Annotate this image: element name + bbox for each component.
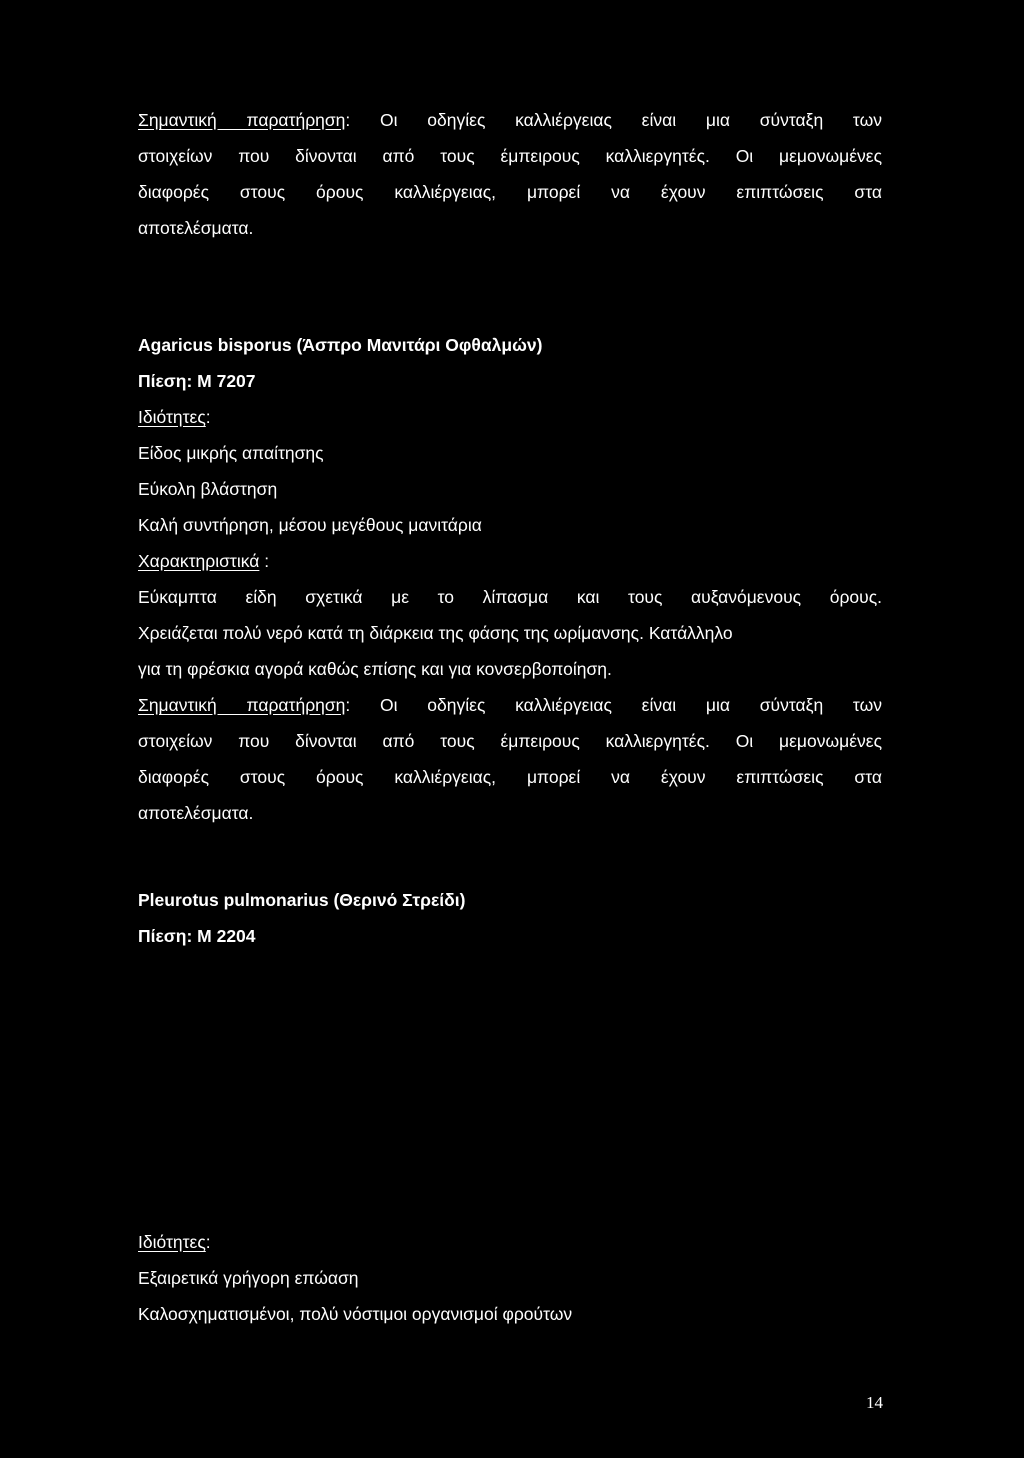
characteristics-line: για τη φρέσκια αγορά καθώς επίσης και για κονσερβοποίηση. bbox=[138, 659, 612, 679]
species-title: Agaricus bisporus (Άσπρο Μανιτάρι Οφθαλμών) bbox=[138, 335, 543, 355]
strain-label: Πίεση: Μ 2204 bbox=[138, 926, 256, 946]
property-item: Καλή συντήρηση, μέσου μεγέθους μανιτάρια bbox=[138, 515, 482, 535]
pleurotus-properties bbox=[138, 1224, 882, 1332]
note-line: στοιχείων που δίνονται από τους έμπειρους καλλιεργητές. Οι μεμονωμένες bbox=[138, 146, 882, 166]
note-line: Σημαντική παρατήρηση: Οι οδηγίες καλλιέργειας είναι μια σύνταξη των bbox=[138, 110, 883, 130]
characteristics-line: Χρειάζεται πολύ νερό κατά τη διάρκεια της φάσης της ωρίμανσης. Κατάλληλο bbox=[138, 623, 733, 643]
note-label: Σημαντική παρατήρηση bbox=[138, 110, 346, 130]
properties-label: Ιδιότητες bbox=[138, 407, 206, 427]
characteristics-line: Εύκαμπτα είδη σχετικά με το λίπασμα και τους αυξανόμενους όρους. bbox=[138, 587, 882, 607]
note-line: Σημαντική παρατήρηση: Οι οδηγίες καλλιέργειας είναι μια σύνταξη των bbox=[138, 695, 883, 715]
properties-heading: Ιδιότητες: bbox=[138, 407, 211, 427]
note-line: διαφορές στους όρους καλλιέργειας, μπορεί να έχουν επιπτώσεις στα bbox=[138, 767, 882, 787]
properties-heading: Ιδιότητες: bbox=[138, 1232, 211, 1252]
property-item: Είδος μικρής απαίτησης bbox=[138, 443, 324, 463]
characteristics-heading: Χαρακτηριστικά : bbox=[138, 551, 270, 571]
characteristics-label: Χαρακτηριστικά bbox=[138, 551, 260, 571]
page-number: 14 bbox=[866, 1393, 883, 1412]
property-item: Εύκολη βλάστηση bbox=[138, 479, 278, 499]
note-label: Σημαντική παρατήρηση bbox=[138, 695, 346, 715]
property-item: Καλοσχηματισμένοι, πολύ νόστιμοι οργανισμοί φρούτων bbox=[138, 1304, 573, 1324]
note-text: Οι οδηγίες καλλιέργειας είναι μια σύνταξη των bbox=[380, 695, 883, 715]
note-text: Οι οδηγίες καλλιέργειας είναι μια σύνταξη των bbox=[380, 110, 883, 130]
strain-label: Πίεση: Μ 7207 bbox=[138, 371, 256, 391]
agaricus-section bbox=[138, 327, 882, 831]
note-line: διαφορές στους όρους καλλιέργειας, μπορεί να έχουν επιπτώσεις στα bbox=[138, 182, 882, 202]
property-item: Εξαιρετικά γρήγορη επώαση bbox=[138, 1268, 359, 1288]
species-title: Pleurotus pulmonarius (Θερινό Στρείδι) bbox=[138, 890, 466, 910]
pleurotus-section bbox=[138, 882, 882, 954]
properties-label: Ιδιότητες bbox=[138, 1232, 206, 1252]
note-line: στοιχείων που δίνονται από τους έμπειρους καλλιεργητές. Οι μεμονωμένες bbox=[138, 731, 882, 751]
note-line: αποτελέσματα. bbox=[138, 218, 254, 238]
important-note bbox=[138, 102, 882, 246]
note-line: αποτελέσματα. bbox=[138, 803, 254, 823]
